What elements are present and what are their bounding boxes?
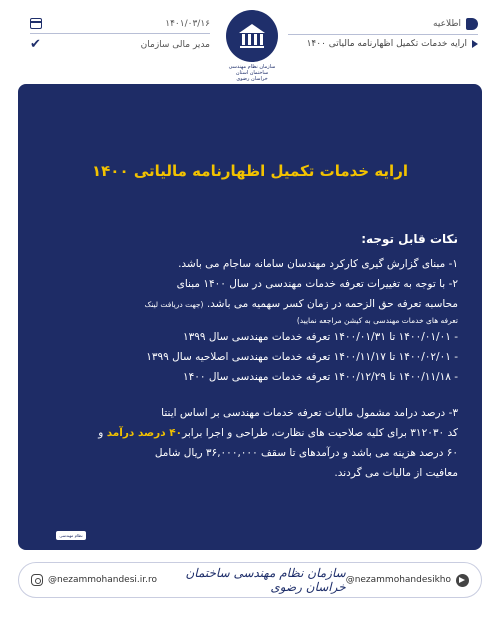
link-note-b: تعرفه های خدمات مهندسی به کیشن مراجعه نمایید) (296, 316, 458, 325)
note-line-1: ۱- مبنای گزارش گیری کارکرد مهندسان سامانه ساجام می باشد. (178, 258, 458, 270)
telegram-link[interactable] (346, 574, 469, 587)
note-line-2b (42, 294, 458, 315)
telegram-icon (456, 574, 469, 587)
card-body (42, 254, 458, 483)
highlight-percent: ۴۰ درصد درآمد (106, 427, 183, 439)
megaphone-icon (466, 18, 478, 30)
date-text: ۱۴۰۱/۰۳/۱۶ (165, 18, 210, 29)
instagram-handle: @nezammohandesi.ir.ro (48, 575, 157, 585)
organization-signature: سازمان نظام مهندسی ساختمان خراسان رضوی (185, 566, 346, 594)
header-meta (30, 18, 210, 51)
check-icon: ✔ (30, 37, 41, 52)
footer (18, 562, 482, 598)
divider (30, 33, 210, 34)
note-line-3b-pre: کد ۳۱۲۰۳۰ برای کلیه صلاحیت های نظارت، طراحی و اجرا برابر (182, 427, 458, 439)
triangle-icon (472, 40, 478, 48)
announcement-card (18, 84, 482, 550)
subject-text: ارایه خدمات تکمیل اظهارنامه مالیاتی ۱۴۰۰ (306, 39, 467, 49)
calendar-icon (30, 18, 42, 29)
telegram-handle: @nezammohandesikho (345, 575, 451, 585)
organization-logo (226, 10, 278, 62)
instagram-icon (31, 574, 43, 586)
notes-heading: نکات قابل توجه: (361, 232, 458, 246)
tariff-range-2: - ۱۴۰۰/۰۲/۰۱ تا ۱۴۰۰/۱۱/۱۷ تعرفه خدمات مهندسی اصلاحیه سال ۱۳۹۹ (146, 351, 458, 363)
header-announcement (288, 18, 478, 49)
building-icon (237, 21, 267, 51)
card-badge: نظام مهندسی (56, 531, 86, 540)
link-note-a: (جهت دریافت لینک (144, 300, 204, 309)
announcement-label: اطلاعیه (433, 19, 461, 29)
note-line-3c: ۶۰ درصد هزینه می باشد و درآمدهای تا سقف ۳۶,۰۰۰,۰۰۰ ریال شامل (154, 447, 458, 459)
signer-text: مدیر مالی سازمان (140, 39, 210, 50)
note-line-2b-text: محاسبه تعرفه حق الزحمه در زمان کسر سهمیه می باشد. (206, 298, 458, 310)
note-line-3a: ۳- درصد درامد مشمول مالیات تعرفه خدمات مهندسی بر اساس اینتا (161, 407, 458, 419)
note-line-3b-post: و (98, 427, 107, 439)
instagram-link[interactable] (31, 574, 157, 586)
tariff-range-3: - ۱۴۰۰/۱۱/۱۸ تا ۱۴۰۰/۱۲/۲۹ تعرفه خدمات مهندسی سال ۱۴۰۰ (182, 371, 458, 383)
card-title: ارایه خدمات تکمیل اظهارنامه مالیاتی ۱۴۰۰ (92, 162, 408, 180)
note-line-3d: معافیت از مالیات می گردند. (334, 467, 458, 479)
logo-caption: سازمان نظام مهندسی ساختمان استان خراسان رضوی (228, 64, 276, 82)
header (0, 0, 500, 82)
note-line-3b (42, 423, 458, 443)
tariff-range-1: - ۱۴۰۰/۰۱/۰۱ تا ۱۴۰۰/۰۱/۳۱ تعرفه خدمات مهندسی سال ۱۳۹۹ (182, 331, 458, 343)
divider (288, 34, 478, 35)
note-line-2a: ۲- با توجه به تغییرات تعرفه خدمات مهندسی در سال ۱۴۰۰ مبنای (176, 278, 458, 290)
